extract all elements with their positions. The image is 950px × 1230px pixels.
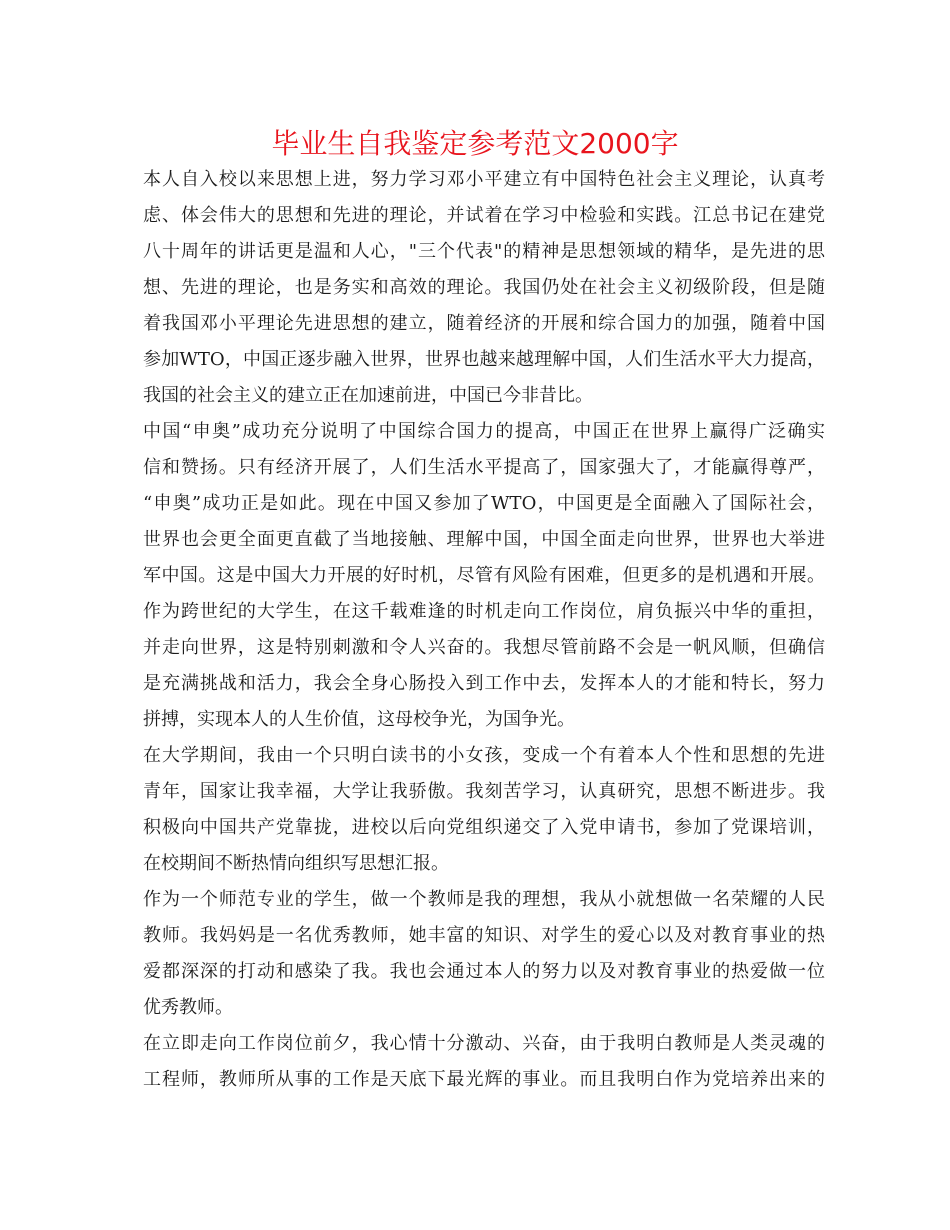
text-line: 参加WTO，中国正逐步融入世界，世界也越来越理解中国，人们生活水平大力提高， [143,349,825,370]
text-line: 作为跨世纪的大学生，在这千载难逢的时机走向工作岗位，肩负振兴中华的重担， [143,601,825,622]
text-line: 本人自入校以来思想上进，努力学习邓小平建立有中国特色社会主义理论，认真考 [143,169,825,190]
text-line: 优秀教师。 [143,997,233,1018]
text-line: 爱都深深的打动和感染了我。我也会通过本人的努力以及对教育事业的热爱做一位 [143,961,825,982]
text-line: 拼搏，实现本人的人生价值，这母校争光，为国争光。 [143,709,575,730]
text-line: 青年，国家让我幸福，大学让我骄傲。我刻苦学习，认真研究，思想不断进步。我 [143,781,825,802]
text-line: “申奥”成功正是如此。现在中国又参加了WTO，中国更是全面融入了国际社会， [143,493,825,514]
text-line: 教师。我妈妈是一名优秀教师，她丰富的知识、对学生的爱心以及对教育事业的热 [143,925,825,946]
document-body [143,162,825,1098]
text-line: 世界也会更全面更直截了当地接触、理解中国，中国全面走向世界，世界也大举进 [143,529,825,550]
text-line: 虑、体会伟大的思想和先进的理论，并试着在学习中检验和实践。江总书记在建党 [143,205,825,226]
document-title: 毕业生自我鉴定参考范文2000字 [271,127,679,160]
text-line: 是充满挑战和活力，我会全身心肠投入到工作中去，发挥本人的才能和特长，努力 [143,673,825,694]
text-line: 我国的社会主义的建立正在加速前进，中国已今非昔比。 [143,385,593,406]
text-line: 并走向世界，这是特别刺激和令人兴奋的。我想尽管前路不会是一帆风顺，但确信 [143,637,825,658]
text-line: 作为一个师范专业的学生，做一个教师是我的理想，我从小就想做一名荣耀的人民 [143,889,825,910]
text-line: 信和赞扬。只有经济开展了，人们生活水平提高了，国家强大了，才能赢得尊严， [143,457,825,478]
text-line: 在大学期间，我由一个只明白读书的小女孩，变成一个有着本人个性和思想的先进 [143,745,825,766]
text-line: 军中国。这是中国大力开展的好时机，尽管有风险有困难，但更多的是机遇和开展。 [143,565,825,586]
text-line: 想、先进的理论，也是务实和高效的理论。我国仍处在社会主义初级阶段，但是随 [143,277,825,298]
text-line: 在校期间不断热情向组织写思想汇报。 [143,853,449,874]
text-line: 工程师，教师所从事的工作是天底下最光辉的事业。而且我明白作为党培养出来的 [143,1069,825,1090]
text-line: 着我国邓小平理论先进思想的建立，随着经济的开展和综合国力的加强，随着中国 [143,313,825,334]
text-line: 在立即走向工作岗位前夕，我心情十分激动、兴奋，由于我明白教师是人类灵魂的 [143,1033,825,1054]
text-line: 积极向中国共产党靠拢，进校以后向党组织递交了入党申请书，参加了党课培训， [143,817,825,838]
text-line: 八十周年的讲话更是温和人心，"三个代表"的精神是思想领域的精华，是先进的思 [143,241,825,262]
text-line: 中国“申奥”成功充分说明了中国综合国力的提高，中国正在世界上赢得广泛确实 [143,421,825,442]
